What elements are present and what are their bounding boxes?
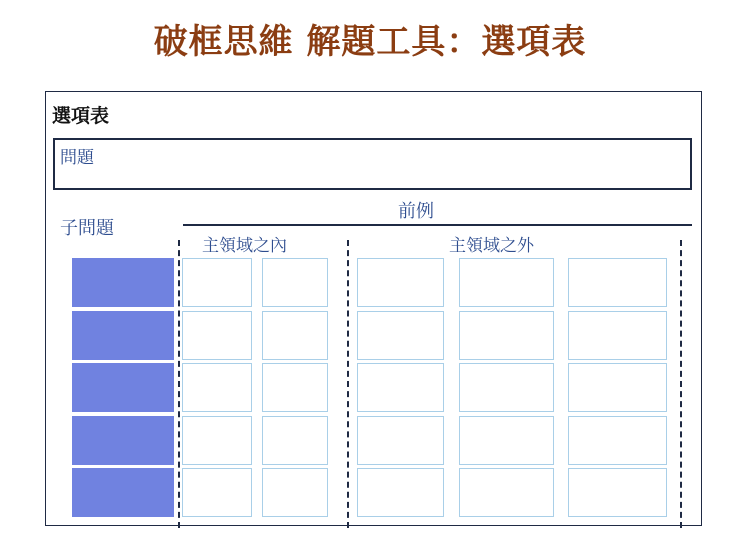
question-label: 問題	[60, 148, 94, 168]
inside-domain-cell[interactable]	[182, 416, 252, 465]
inside-domain-cell[interactable]	[262, 311, 328, 360]
outside-domain-cell[interactable]	[357, 416, 444, 465]
frame-title: 選項表	[52, 105, 110, 127]
inside-domain-cell[interactable]	[182, 311, 252, 360]
outside-domain-cell[interactable]	[459, 258, 554, 307]
example-label: 前例	[398, 201, 434, 222]
subquestion-box[interactable]	[72, 468, 174, 517]
outside-domain-cell[interactable]	[459, 311, 554, 360]
outside-domain-cell[interactable]	[459, 363, 554, 412]
dashed-divider-left	[178, 240, 180, 528]
subquestion-box[interactable]	[72, 416, 174, 465]
subquestion-label: 子問題	[60, 218, 114, 239]
inside-domain-cell[interactable]	[262, 258, 328, 307]
outside-domain-cell[interactable]	[459, 468, 554, 517]
subquestion-box[interactable]	[72, 363, 174, 412]
inside-domain-cell[interactable]	[182, 258, 252, 307]
outside-domain-cell[interactable]	[357, 311, 444, 360]
inside-domain-cell[interactable]	[182, 468, 252, 517]
outside-domain-cell[interactable]	[568, 363, 667, 412]
outside-domain-cell[interactable]	[568, 416, 667, 465]
outside-domain-cell[interactable]	[568, 258, 667, 307]
inside-domain-cell[interactable]	[262, 416, 328, 465]
outside-domain-cell[interactable]	[357, 363, 444, 412]
outside-domain-label: 主領域之外	[449, 236, 534, 256]
page-title: 破框思維 解題工具：選項表	[153, 22, 587, 62]
inside-domain-cell[interactable]	[182, 363, 252, 412]
outside-domain-cell[interactable]	[568, 468, 667, 517]
inside-domain-cell[interactable]	[262, 363, 328, 412]
dashed-divider-middle	[347, 240, 349, 528]
example-divider-line	[183, 224, 692, 226]
outside-domain-cell[interactable]	[459, 416, 554, 465]
dashed-divider-right	[680, 240, 682, 528]
outside-domain-cell[interactable]	[357, 468, 444, 517]
subquestion-box[interactable]	[72, 258, 174, 307]
subquestion-box[interactable]	[72, 311, 174, 360]
question-box[interactable]	[53, 138, 692, 190]
inside-domain-label: 主領域之內	[202, 236, 287, 256]
inside-domain-cell[interactable]	[262, 468, 328, 517]
outside-domain-cell[interactable]	[568, 311, 667, 360]
outside-domain-cell[interactable]	[357, 258, 444, 307]
